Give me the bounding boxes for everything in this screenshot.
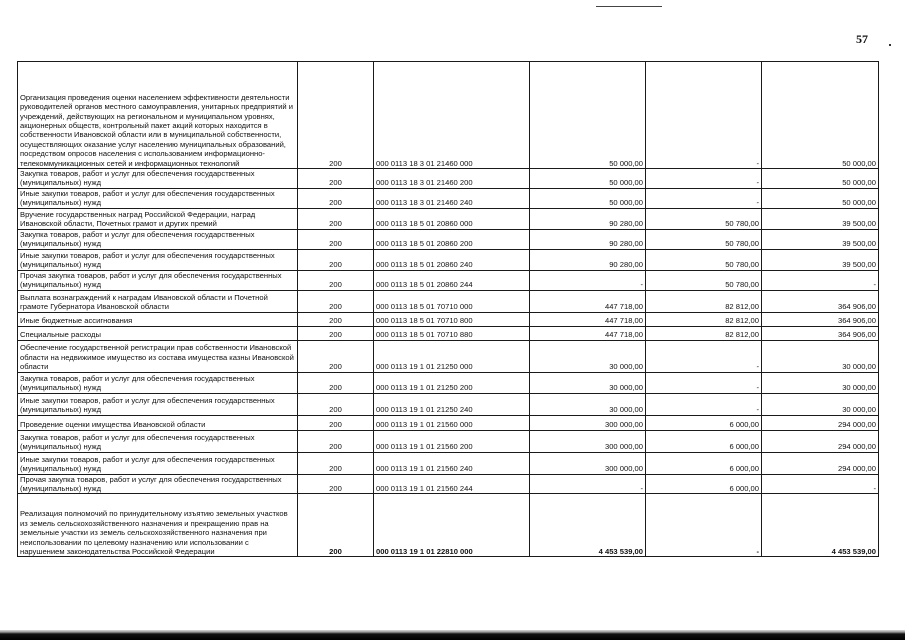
executed-amount-cell: 50 780,00 — [646, 229, 762, 249]
budget-classification-code-cell: 000 0113 19 1 01 21560 244 — [374, 474, 530, 494]
executed-amount-cell: 6 000,00 — [646, 474, 762, 494]
approved-amount-cell: 90 280,00 — [530, 229, 646, 249]
unexecuted-amount-cell: 39 500,00 — [762, 208, 879, 229]
executed-amount-cell: 6 000,00 — [646, 452, 762, 474]
table-row — [18, 452, 879, 474]
unexecuted-amount-cell: 364 906,00 — [762, 326, 879, 340]
executed-amount-cell: 50 780,00 — [646, 249, 762, 270]
unexecuted-amount-cell: 364 906,00 — [762, 290, 879, 312]
unexecuted-amount-cell: 50 000,00 — [762, 188, 879, 208]
unexecuted-amount-cell: 50 000,00 — [762, 169, 879, 189]
executed-amount-cell: 82 812,00 — [646, 312, 762, 326]
table-row — [18, 340, 879, 372]
approved-amount-cell: 447 718,00 — [530, 312, 646, 326]
admin-code-cell: 200 — [298, 249, 374, 270]
budget-execution-table — [17, 61, 879, 557]
budget-classification-code-cell: 000 0113 19 1 01 21560 200 — [374, 430, 530, 452]
expense-name-cell: Закупка товаров, работ и услуг для обеспечения государственных (муниципальных) нужд — [18, 372, 298, 393]
expense-name-cell: Прочая закупка товаров, работ и услуг для обеспечения государственных (муниципальных) нужд — [18, 474, 298, 494]
executed-amount-cell: - — [646, 494, 762, 557]
admin-code-cell: 200 — [298, 474, 374, 494]
admin-code-cell: 200 — [298, 169, 374, 189]
budget-classification-code-cell: 000 0113 18 3 01 21460 000 — [374, 62, 530, 169]
table-row — [18, 326, 879, 340]
expense-name-cell: Обеспечение государственной регистрации прав собственности Ивановской области на недвижимое имущество из состава имущества казны Ивановской области — [18, 340, 298, 372]
unexecuted-amount-cell: 30 000,00 — [762, 393, 879, 415]
executed-amount-cell: - — [646, 393, 762, 415]
page-number: 57 — [856, 32, 868, 46]
approved-amount-cell: 30 000,00 — [530, 372, 646, 393]
admin-code-cell: 200 — [298, 415, 374, 430]
expense-name-cell: Реализация полномочий по принудительному изъятию земельных участков из земель сельскохозяйственного назначения и прекращению прав на земельные участки из земель сельскохозяйственного назначения при неиспользовании по целевому назначению или использовании с нарушением законодательства Российской Федерации — [18, 494, 298, 557]
unexecuted-amount-cell: 294 000,00 — [762, 415, 879, 430]
expense-name-cell: Организация проведения оценки населением эффективности деятельности руководителей органов местного самоуправления, унитарных предприятий и учреждений, действующих на региональном и муниципальном уровнях, акционерных обществ, контрольный пакет акций которых находится в собственности Ивановской области или в муниципальной собственности, осуществляющих оказание услуг населению муниципальных образований, посредством опросов населения с использованием информационно-телекоммуникационных сетей и информационных технологий — [18, 62, 298, 169]
table-row — [18, 188, 879, 208]
expense-name-cell: Закупка товаров, работ и услуг для обеспечения государственных (муниципальных) нужд — [18, 430, 298, 452]
header-rule — [596, 6, 662, 7]
expense-name-cell: Иные бюджетные ассигнования — [18, 312, 298, 326]
admin-code-cell: 200 — [298, 494, 374, 557]
expense-name-cell: Прочая закупка товаров, работ и услуг для обеспечения государственных (муниципальных) нужд — [18, 270, 298, 290]
executed-amount-cell: - — [646, 62, 762, 169]
table-row — [18, 474, 879, 494]
admin-code-cell: 200 — [298, 188, 374, 208]
admin-code-cell: 200 — [298, 270, 374, 290]
executed-amount-cell: 82 812,00 — [646, 326, 762, 340]
admin-code-cell: 200 — [298, 372, 374, 393]
budget-classification-code-cell: 000 0113 18 3 01 21460 200 — [374, 169, 530, 189]
table-row — [18, 393, 879, 415]
budget-classification-code-cell: 000 0113 18 5 01 70710 880 — [374, 326, 530, 340]
unexecuted-amount-cell: 294 000,00 — [762, 430, 879, 452]
unexecuted-amount-cell: 364 906,00 — [762, 312, 879, 326]
table-row — [18, 62, 879, 169]
table-row — [18, 208, 879, 229]
admin-code-cell: 200 — [298, 290, 374, 312]
budget-classification-code-cell: 000 0113 18 5 01 20860 244 — [374, 270, 530, 290]
expense-name-cell: Иные закупки товаров, работ и услуг для обеспечения государственных (муниципальных) нужд — [18, 188, 298, 208]
unexecuted-amount-cell: 50 000,00 — [762, 62, 879, 169]
admin-code-cell: 200 — [298, 312, 374, 326]
unexecuted-amount-cell: 4 453 539,00 — [762, 494, 879, 557]
table-row — [18, 169, 879, 189]
executed-amount-cell: 50 780,00 — [646, 270, 762, 290]
unexecuted-amount-cell: 39 500,00 — [762, 249, 879, 270]
budget-classification-code-cell: 000 0113 19 1 01 21250 000 — [374, 340, 530, 372]
approved-amount-cell: - — [530, 474, 646, 494]
executed-amount-cell: - — [646, 169, 762, 189]
table-row — [18, 415, 879, 430]
approved-amount-cell: 300 000,00 — [530, 452, 646, 474]
budget-classification-code-cell: 000 0113 18 3 01 21460 240 — [374, 188, 530, 208]
budget-classification-code-cell: 000 0113 18 5 01 20860 200 — [374, 229, 530, 249]
unexecuted-amount-cell: 294 000,00 — [762, 452, 879, 474]
approved-amount-cell: - — [530, 270, 646, 290]
table-row — [18, 229, 879, 249]
unexecuted-amount-cell: 30 000,00 — [762, 340, 879, 372]
budget-classification-code-cell: 000 0113 19 1 01 22810 000 — [374, 494, 530, 557]
executed-amount-cell: - — [646, 340, 762, 372]
expense-name-cell: Иные закупки товаров, работ и услуг для обеспечения государственных (муниципальных) нужд — [18, 452, 298, 474]
table-row — [18, 430, 879, 452]
expense-name-cell: Выплата вознаграждений к наградам Ивановской области и Почетной грамоте Губернатора Ивановской области — [18, 290, 298, 312]
admin-code-cell: 200 — [298, 208, 374, 229]
expense-name-cell: Закупка товаров, работ и услуг для обеспечения государственных (муниципальных) нужд — [18, 229, 298, 249]
executed-amount-cell: 82 812,00 — [646, 290, 762, 312]
approved-amount-cell: 90 280,00 — [530, 249, 646, 270]
approved-amount-cell: 50 000,00 — [530, 62, 646, 169]
approved-amount-cell: 4 453 539,00 — [530, 494, 646, 557]
admin-code-cell: 200 — [298, 430, 374, 452]
admin-code-cell: 200 — [298, 452, 374, 474]
executed-amount-cell: 50 780,00 — [646, 208, 762, 229]
admin-code-cell: 200 — [298, 340, 374, 372]
approved-amount-cell: 300 000,00 — [530, 430, 646, 452]
table-row — [18, 270, 879, 290]
approved-amount-cell: 30 000,00 — [530, 340, 646, 372]
budget-classification-code-cell: 000 0113 18 5 01 20860 000 — [374, 208, 530, 229]
table-row — [18, 312, 879, 326]
table-row — [18, 249, 879, 270]
unexecuted-amount-cell: - — [762, 270, 879, 290]
expense-name-cell: Иные закупки товаров, работ и услуг для обеспечения государственных (муниципальных) нужд — [18, 393, 298, 415]
table-row — [18, 494, 879, 557]
admin-code-cell: 200 — [298, 393, 374, 415]
admin-code-cell: 200 — [298, 62, 374, 169]
approved-amount-cell: 447 718,00 — [530, 326, 646, 340]
admin-code-cell: 200 — [298, 326, 374, 340]
unexecuted-amount-cell: 39 500,00 — [762, 229, 879, 249]
approved-amount-cell: 50 000,00 — [530, 169, 646, 189]
budget-classification-code-cell: 000 0113 19 1 01 21560 240 — [374, 452, 530, 474]
approved-amount-cell: 50 000,00 — [530, 188, 646, 208]
executed-amount-cell: - — [646, 372, 762, 393]
approved-amount-cell: 30 000,00 — [530, 393, 646, 415]
expense-name-cell: Иные закупки товаров, работ и услуг для обеспечения государственных (муниципальных) нужд — [18, 249, 298, 270]
expense-name-cell: Вручение государственных наград Российской Федерации, наград Ивановской области, Почетных грамот и других премий — [18, 208, 298, 229]
approved-amount-cell: 447 718,00 — [530, 290, 646, 312]
executed-amount-cell: 6 000,00 — [646, 415, 762, 430]
expense-name-cell: Специальные расходы — [18, 326, 298, 340]
budget-classification-code-cell: 000 0113 18 5 01 20860 240 — [374, 249, 530, 270]
table-row — [18, 290, 879, 312]
expense-name-cell: Закупка товаров, работ и услуг для обеспечения государственных (муниципальных) нужд — [18, 169, 298, 189]
budget-classification-code-cell: 000 0113 19 1 01 21250 200 — [374, 372, 530, 393]
approved-amount-cell: 90 280,00 — [530, 208, 646, 229]
scan-speck — [889, 44, 891, 46]
scan-bottom-edge — [0, 630, 905, 640]
budget-classification-code-cell: 000 0113 19 1 01 21560 000 — [374, 415, 530, 430]
unexecuted-amount-cell: 30 000,00 — [762, 372, 879, 393]
budget-classification-code-cell: 000 0113 18 5 01 70710 800 — [374, 312, 530, 326]
approved-amount-cell: 300 000,00 — [530, 415, 646, 430]
expense-name-cell: Проведение оценки имущества Ивановской области — [18, 415, 298, 430]
admin-code-cell: 200 — [298, 229, 374, 249]
executed-amount-cell: - — [646, 188, 762, 208]
executed-amount-cell: 6 000,00 — [646, 430, 762, 452]
budget-classification-code-cell: 000 0113 18 5 01 70710 000 — [374, 290, 530, 312]
unexecuted-amount-cell: - — [762, 474, 879, 494]
budget-classification-code-cell: 000 0113 19 1 01 21250 240 — [374, 393, 530, 415]
table-row — [18, 372, 879, 393]
